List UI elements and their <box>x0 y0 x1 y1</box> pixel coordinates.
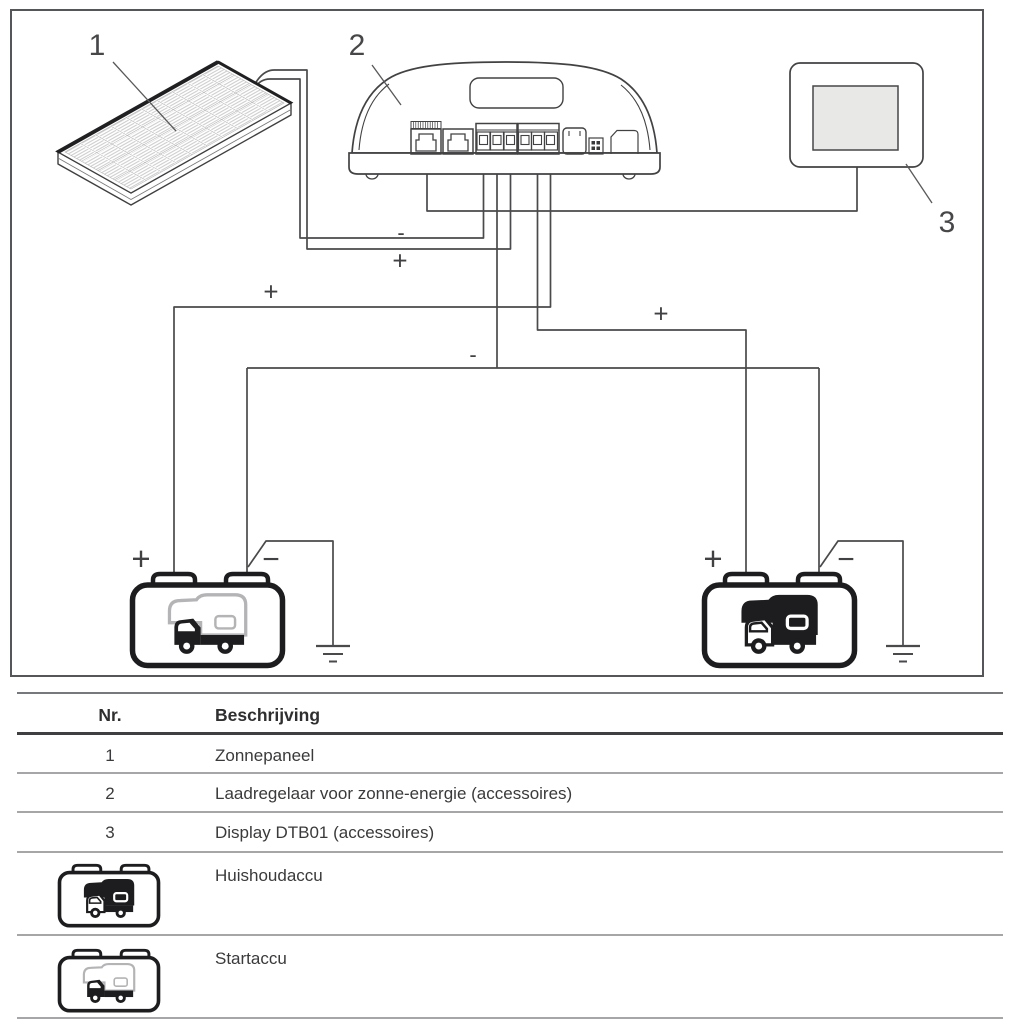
table-rule <box>17 934 1003 936</box>
column-header-description: Beschrijving <box>215 705 321 725</box>
common-minus-label: - <box>469 342 477 367</box>
row-nr: 1 <box>105 746 115 765</box>
row-description: Startaccu <box>215 949 287 968</box>
ground-symbol-right <box>886 646 920 662</box>
starter-battery <box>129 569 286 669</box>
solar-plus-label: + <box>392 245 408 276</box>
row-description: Display DTB01 (accessoires) <box>215 823 435 842</box>
starter-battery-minus-label: − <box>262 543 280 576</box>
callout-line-3 <box>906 164 932 203</box>
starter-plus-label: + <box>653 298 669 329</box>
ground-symbol-left <box>316 646 350 662</box>
household-battery <box>701 569 858 669</box>
table-rule <box>17 851 1003 853</box>
row-description: Huishoudaccu <box>215 866 323 885</box>
solar-panel <box>56 61 292 205</box>
starter-battery-plus-label: + <box>131 540 151 577</box>
table-rule <box>17 1017 1003 1019</box>
controller-base <box>349 153 660 174</box>
starter-plus-wire <box>174 136 551 574</box>
table-rule <box>17 732 1003 735</box>
table-rule <box>17 811 1003 813</box>
row-nr: 3 <box>105 823 115 842</box>
column-header-nr: Nr. <box>98 705 122 725</box>
starter-battery-icon <box>57 947 161 1013</box>
callout-3-label: 3 <box>938 206 956 239</box>
solar-minus-label: - <box>397 220 405 245</box>
table-rule <box>17 772 1003 774</box>
display-unit <box>790 63 923 167</box>
display-screen <box>813 86 898 150</box>
row-description: Zonnepaneel <box>215 746 315 765</box>
house-plus-label: + <box>263 276 279 307</box>
table-rule <box>17 692 1003 694</box>
household-battery-icon <box>57 862 161 928</box>
charge-controller <box>349 62 660 179</box>
row-description: Laadregelaar voor zonne-energie (accessoires) <box>215 784 573 803</box>
household-battery-plus-label: + <box>703 540 723 577</box>
household-plus-wire <box>538 136 747 574</box>
callout-2-label: 2 <box>348 29 366 62</box>
callout-1-label: 1 <box>88 29 106 62</box>
row-nr: 2 <box>105 784 115 803</box>
household-battery-minus-label: − <box>837 543 855 576</box>
